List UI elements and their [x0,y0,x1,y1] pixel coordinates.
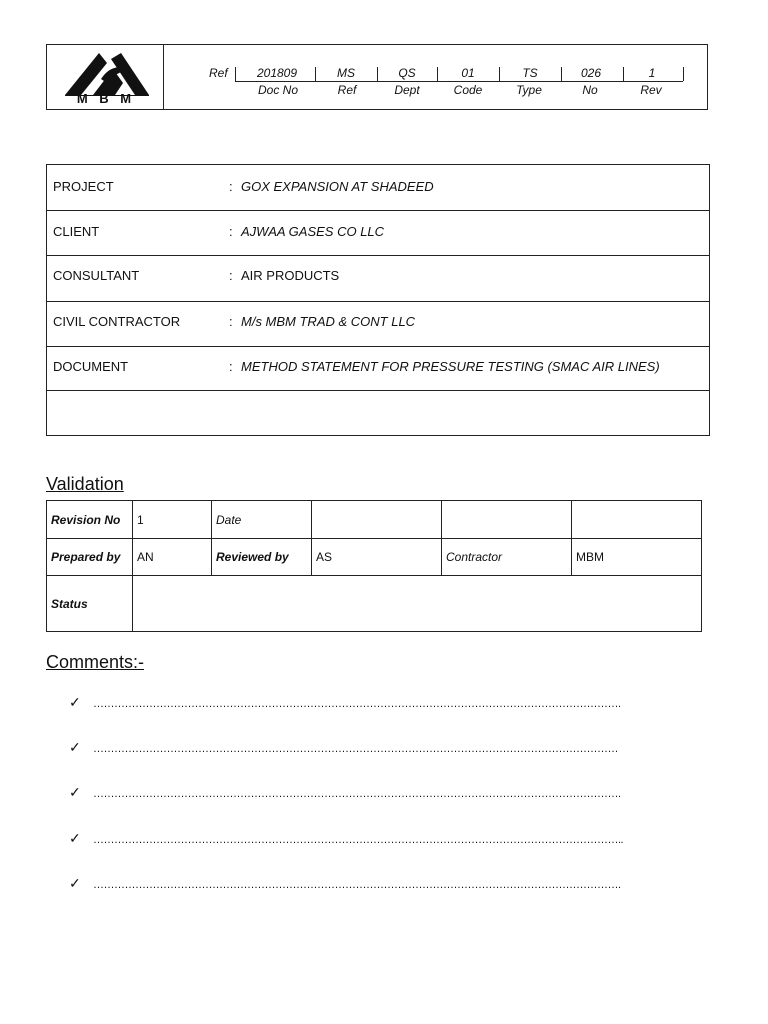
validation-heading: Validation [46,474,124,494]
client-label: CLIENT [53,224,100,239]
dept-value: QS [398,66,416,80]
checkmark-icon: ✓ [69,739,81,755]
civil-contractor-label: CIVIL CONTRACTOR [53,314,181,329]
checkmark-icon: ✓ [69,694,81,710]
project-row [47,165,709,211]
contractor-value: MBM [572,539,702,576]
colon: : [229,179,233,194]
contractor-label: Contractor [442,539,572,576]
revision-no-label: Revision No [47,501,133,539]
rev-label: Rev [640,83,662,97]
comment-line: …………………………………………………………………………………………………………………………………… [93,743,618,755]
colon: : [229,359,233,374]
logo-cell [47,45,164,109]
civil-contractor-row [47,302,709,347]
comment-line: ……………………………………………………………………………………………………………………………………. [93,879,621,891]
code-label: Code [453,83,483,97]
project-value: GOX EXPANSION AT SHADEED [241,179,434,194]
comments-heading: Comments:- [46,652,145,672]
reviewed-by-value: AS [312,539,442,576]
checkmark-icon: ✓ [69,875,81,891]
client-value: AJWAA GASES CO LLC [241,224,385,239]
status-value [133,576,702,632]
prepared-by-label: Prepared by [47,539,133,576]
doc-no-value: 201809 [256,66,298,80]
comment-line: ……………………………………………………………………………………………………………………………………. [93,788,621,800]
logo-text: M B M [76,91,136,106]
document-label: DOCUMENT [53,359,129,374]
rev-value: 1 [648,66,656,80]
consultant-row [47,256,709,302]
checkmark-icon: ✓ [69,830,81,846]
no-label: No [582,83,598,97]
civil-contractor-value: M/s MBM TRAD & CONT LLC [241,314,416,329]
date-value [312,501,442,539]
document-value: METHOD STATEMENT FOR PRESSURE TESTING (SMAC AIR LINES) [241,359,660,374]
type-label: Type [516,83,542,97]
comment-line: ……………………………………………………………………………………………………………………………………. [93,698,621,710]
colon: : [229,314,233,329]
document-row [47,347,709,391]
comment-line: …………………………………………………………………………………………………………………………………….. [93,834,624,846]
checkmark-icon: ✓ [69,784,81,800]
project-info-table [46,164,710,436]
ref-label: Ref [209,66,228,80]
empty-row [47,391,709,435]
dept-label: Dept [394,83,420,97]
validation-table [46,500,702,632]
doc-no-label: Doc No [257,83,298,97]
reviewed-by-label: Reviewed by [212,539,312,576]
consultant-value: AIR PRODUCTS [241,268,340,283]
document-header [46,44,708,110]
colon: : [229,224,233,239]
no-value: 026 [580,66,602,80]
status-label: Status [47,576,133,632]
ref-sub-label: Ref [337,83,357,97]
date-label: Date [212,501,312,539]
colon: : [229,268,233,283]
project-label: PROJECT [53,179,114,194]
prepared-by-value: AN [133,539,212,576]
consultant-label: CONSULTANT [53,268,140,283]
blank-cell [442,501,572,539]
type-value: TS [522,66,538,80]
code-value: 01 [461,66,475,80]
revision-no-value: 1 [133,501,212,539]
ref-value: MS [337,66,355,80]
client-row [47,211,709,256]
blank-cell [572,501,702,539]
